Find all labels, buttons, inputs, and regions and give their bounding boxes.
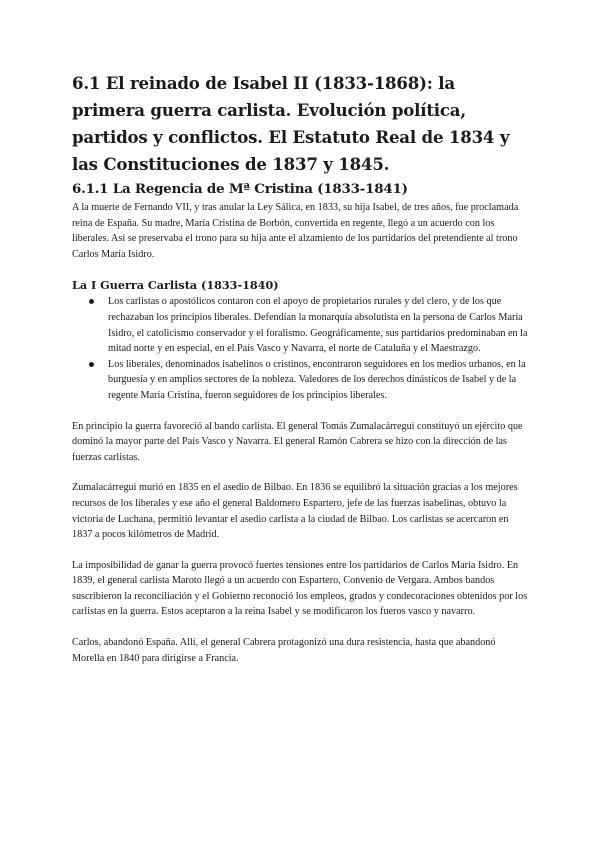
body-paragraph: Zumalacárregui murió en 1835 en el asedio de Bilbao. En 1836 se equilibró la situación gracias a los mejores recursos de los liberales y ese año el general Baldomero Espartero, jefe de las fuerzas isabelinas, obtuvo la victoria de Luchana, permitió levantar el asedio carlista a la ciudad de Bilbao. Los carlistas se acercaron en 1837 a pocos kilómetros de Madrid. bbox=[72, 482, 518, 541]
spacer bbox=[72, 543, 530, 558]
list-item-text: Los liberales, denominados isabelinos o cristinos, encontraron seguidores en los medios urbanos, en la burguesía y en amplios sectores de la nobleza. Valedores de los derechos dinásticos de Isabel y de la regente María Cristina, fueron seguidores de los principios liberales. bbox=[108, 358, 526, 401]
document-title: 6.1 El reinado de Isabel II (1833-1868): la primera guerra carlista. Evolución política, partidos y conflictos. El Estatuto Real de 1834 y las Constituciones de 1837 y 1845. bbox=[72, 73, 510, 174]
list-item bbox=[108, 357, 530, 404]
spacer bbox=[72, 262, 530, 278]
bullet-list bbox=[72, 294, 530, 403]
list-item-text: Los carlistas o apostólicos contaron con el apoyo de propietarios rurales y del clero, y de los que rechazaban los principios liberales. Defendían la monarquía absolutista en la persona de Carlos María Isidro, el catolicismo conservador y el foralismo. Geográficamente, sus partidarios predominaban en la mitad norte y en especial, en el País Vasco y Navarra, el norte de Cataluña y el Maestrazgo. bbox=[108, 296, 528, 355]
body-paragraph: Carlos, abandonó España. Allí, el general Cabrera protagonizó una dura resistencia, hasta que abandonó Morella en 1840 para dirigirse a Francia. bbox=[72, 637, 496, 664]
body-paragraph: En principio la guerra favoreció al bando carlista. El general Tomás Zumalacárregui constituyó un ejército que dominó la mayor parte del País Vasco y Navarra. El general Ramón Cabrera se hizo con la dirección de las fuerzas carlistas. bbox=[72, 420, 523, 463]
bullet-icon bbox=[89, 362, 94, 367]
intro-paragraph: A la muerte de Fernando VII, y tras anular la Ley Sálica, en 1833, su hija Isabel, de tres años, fue proclamada reina de España. Su madre, María Cristina de Borbón, convertida en regente, llegó a un acuerdo con los liberales. Así se preservaba el trono para su hija ante el alzamiento de los partidarios del pretendiente al trono Carlos María Isidro. bbox=[72, 202, 519, 260]
subsection-title: La I Guerra Carlista (1833-1840) bbox=[72, 278, 279, 293]
spacer bbox=[72, 620, 530, 635]
section-title: 6.1.1 La Regencia de Mª Cristina (1833-1841) bbox=[72, 181, 408, 197]
spacer bbox=[72, 465, 530, 480]
spacer bbox=[72, 404, 530, 419]
document-page bbox=[72, 70, 530, 666]
body-paragraph: La imposibilidad de ganar la guerra provocó fuertes tensiones entre los partidarios de Carlos María Isidro. En 1839, el general carlista Maroto llegó a un acuerdo con Espartero, Convenio de Vergara. Ambos bandos suscribieron la reconciliación y el Gobierno reconoció los empleos, grados y condecoraciones obtenidos por los carlistas en la guerra. Estos aceptaron a la reina Isabel y se modificaron los fueros vasco y navarro. bbox=[72, 559, 528, 618]
list-item bbox=[108, 294, 530, 356]
bullet-icon bbox=[89, 299, 94, 304]
